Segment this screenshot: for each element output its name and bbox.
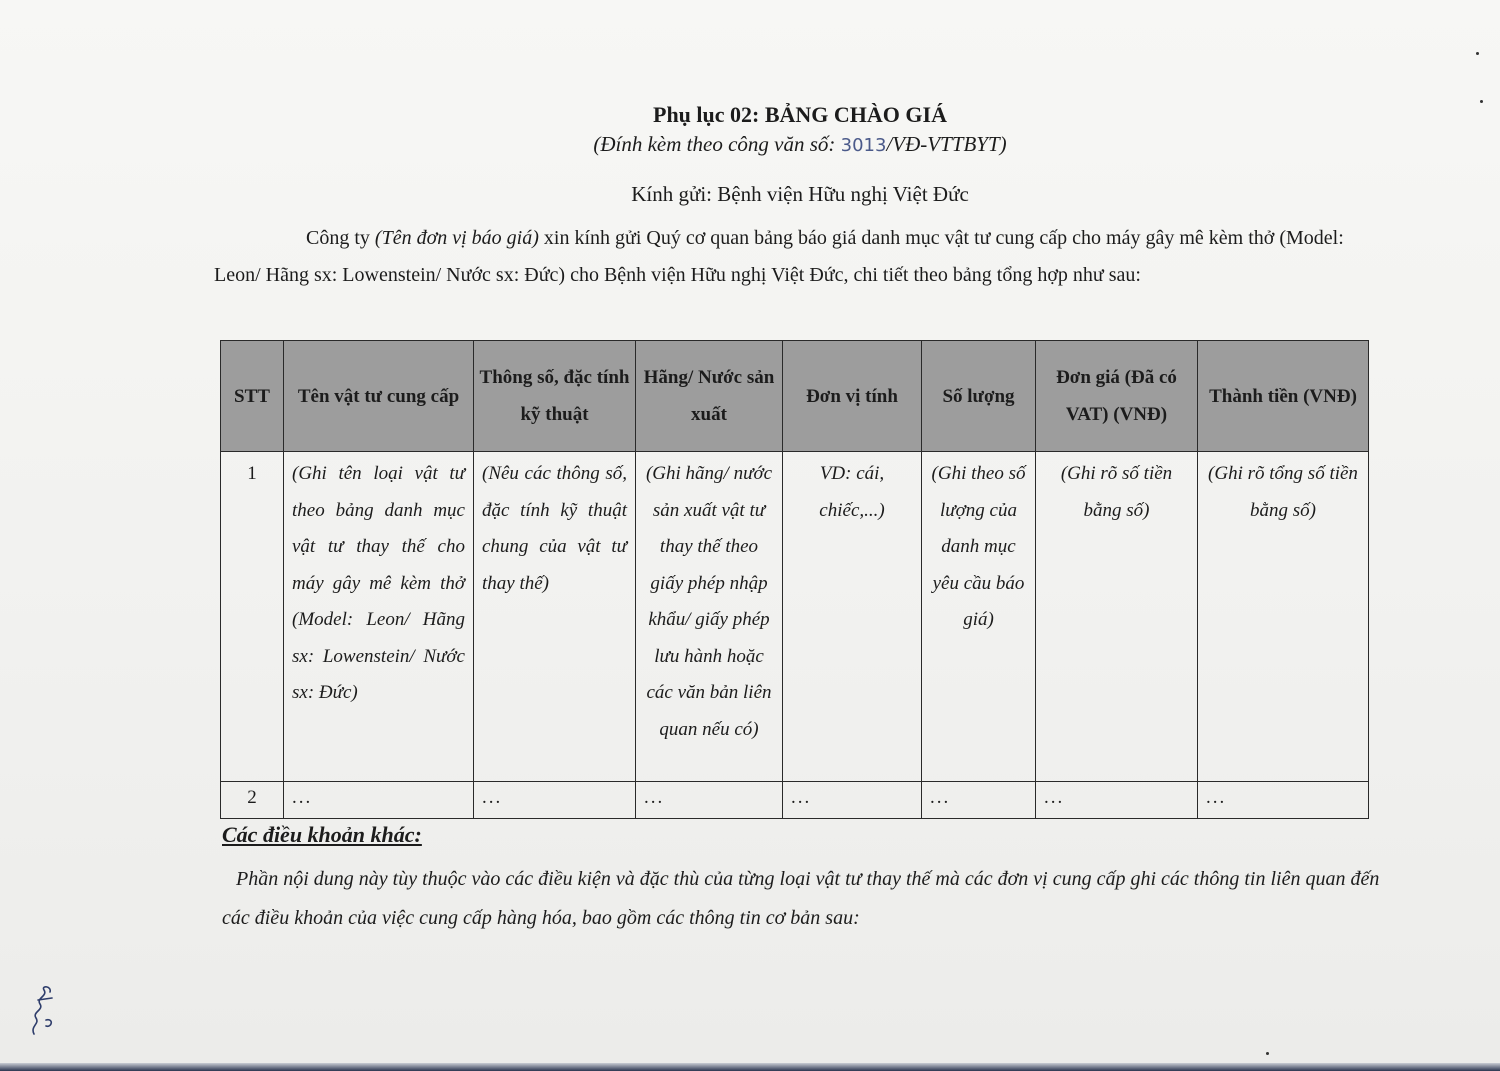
header-price: Đơn giá (Đã có VAT) (VNĐ): [1036, 341, 1198, 452]
cell-spec: (Nêu các thông số, đặc tính kỹ thuật chung của vật tư thay thế): [474, 452, 636, 782]
page-bottom-edge: [0, 1063, 1500, 1071]
intro-prefix: Công ty: [306, 227, 375, 249]
cell-name: ...: [284, 782, 474, 819]
intro-paragraph: [214, 220, 1366, 294]
scan-speck: [1266, 1052, 1269, 1055]
document-subtitle: [0, 132, 1500, 157]
header-maker: Hãng/ Nước sản xuất: [636, 341, 783, 452]
cell-price: ...: [1036, 782, 1198, 819]
header-spec: Thông số, đặc tính kỹ thuật: [474, 341, 636, 452]
cell-unit: ...: [783, 782, 922, 819]
scan-speck: [1480, 100, 1483, 103]
header-stt: STT: [221, 341, 284, 452]
recipient-line: Kính gửi: Bệnh viện Hữu nghị Việt Đức: [631, 182, 969, 206]
company-placeholder: (Tên đơn vị báo giá): [374, 227, 539, 249]
subtitle-suffix: /VĐ-VTTBYT): [886, 132, 1007, 156]
cell-maker: (Ghi hãng/ nước sản xuất vật tư thay thế theo giấy phép nhập khẩu/ giấy phép lưu hành hoặc các văn bản liên quan nếu có): [636, 452, 783, 782]
table-header-row: [221, 341, 1369, 452]
cell-total: ...: [1198, 782, 1369, 819]
table-row: [221, 452, 1369, 782]
cell-name: (Ghi tên loại vật tư theo bảng danh mục vật tư thay thế cho máy gây mê kèm thở (Model: Leon/ Hãng sx: Lowenstein/ Nước sx: Đức): [284, 452, 474, 782]
handwritten-initials-signature: [26, 980, 62, 1040]
doc-number: 3013: [840, 135, 887, 156]
cell-qty: ...: [922, 782, 1036, 819]
header-total: Thành tiền (VNĐ): [1198, 341, 1369, 452]
terms-body: Phần nội dung này tùy thuộc vào các điều kiện và đặc thù của từng loại vật tư thay thế mà các đơn vị cung cấp ghi các thông tin liên quan đến các điều khoản của việc cung cấp hàng hóa, bao gồm các thông tin cơ bản sau:: [222, 868, 1380, 929]
cell-price: (Ghi rõ số tiền bằng số): [1036, 452, 1198, 782]
intro-body: xin kính gửi Quý cơ quan bảng báo giá danh mục vật tư cung cấp cho máy gây mê kèm thở (Model: Leon/ Hãng sx: Lowenstein/ Nước sx: Đức) cho Bệnh viện Hữu nghị Việt Đức, chi tiết theo bảng tổng hợp như sau:: [214, 227, 1344, 286]
cell-spec: ...: [474, 782, 636, 819]
cell-stt: 2: [221, 782, 284, 819]
cell-maker: ...: [636, 782, 783, 819]
table-row: [221, 782, 1369, 819]
header-qty: Số lượng: [922, 341, 1036, 452]
cell-unit: VD: cái, chiếc,...): [783, 452, 922, 782]
scan-speck: [1476, 52, 1479, 55]
terms-heading: Các điều khoản khác:: [222, 822, 422, 847]
document-title: Phụ lục 02: BẢNG CHÀO GIÁ: [653, 102, 947, 127]
cell-total: (Ghi rõ tổng số tiền bằng số): [1198, 452, 1369, 782]
header-unit: Đơn vị tính: [783, 341, 922, 452]
cell-stt: 1: [221, 452, 284, 782]
terms-paragraph: [222, 860, 1394, 938]
quote-table: [220, 340, 1369, 819]
cell-qty: (Ghi theo số lượng của danh mục yêu cầu báo giá): [922, 452, 1036, 782]
header-name: Tên vật tư cung cấp: [284, 341, 474, 452]
subtitle-prefix: (Đính kèm theo công văn số:: [593, 132, 841, 156]
